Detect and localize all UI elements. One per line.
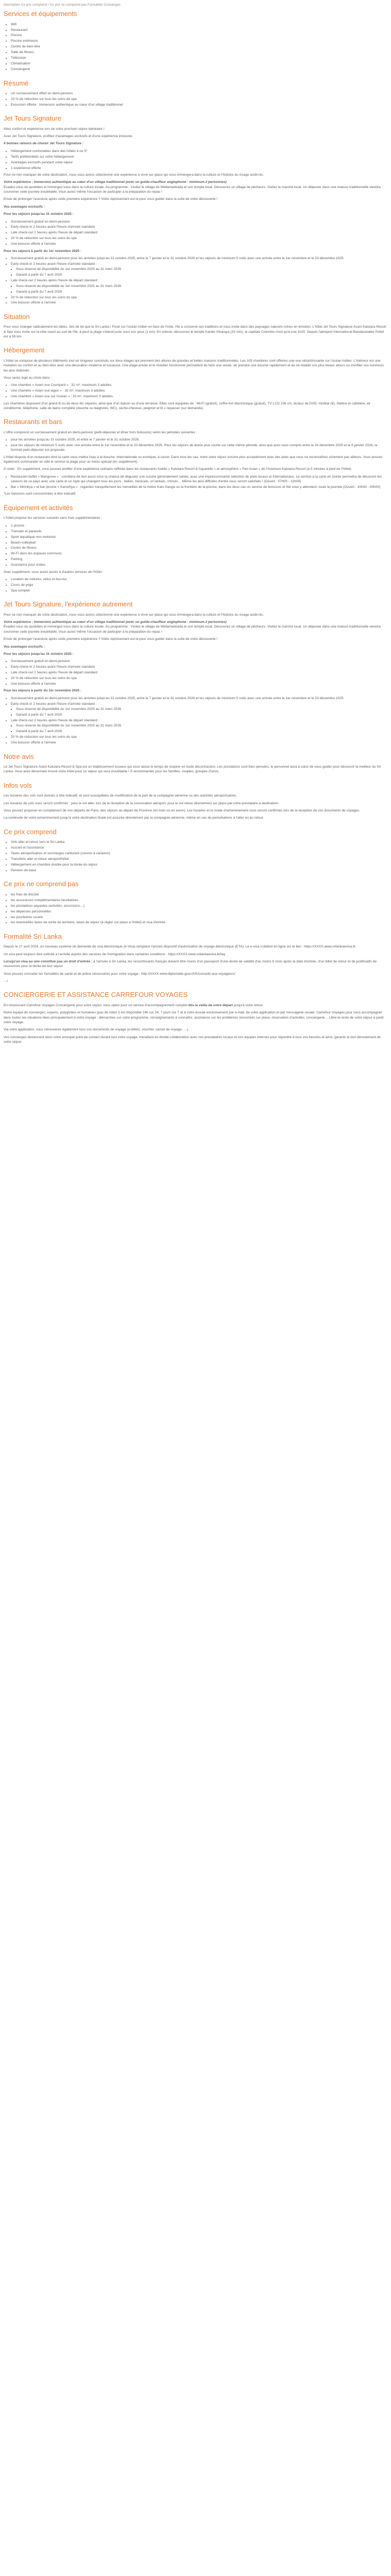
- restaurants-text: L'hôtel dispose d'un restaurant dont la carte vous mettra l'eau à la bouche. Internationale ou exotique, à savoir. Dans tous les cas, notre votre séjour sincère plus acceptément avec des plats que vous ne reconnaîtrez sûrement pas ailleurs. Vous pouvez également commander en ville le service la plage pour un menu spécial (en supplément).: [4, 455, 383, 464]
- formalites-text: Depuis le 17 avril 2024, un nouveau système de demande de visa électronique (e-Visa) remplace l'ancien dispositif d'autorisation de voyage électronique (ETA). Le e-visa s'obtient en ligne sur le lien : https://XXXX.www.srilankaevisa.lk: [4, 945, 355, 949]
- period2-list: [4, 696, 387, 745]
- list-item: ▪ Sous réserve de disponibilité du 1er novembre 2025 au 31 mars 2026: [16, 723, 387, 728]
- jet-tours-intro: Allez confort et expérience lors de votre prochain séjour balnéaire !: [4, 127, 105, 131]
- experience-intro: Pour ne rien manquer de votre destination, nous vous avons sélectionné une expérience à vivre sur place qui vous immergera dans la culture et l'histoire du visage andin-tic.: [4, 613, 264, 617]
- list-item: ▪ Garanti à partir du 7 avril 2026: [16, 713, 387, 717]
- list-item-text: Late check-out 2 heures après l'heure de départ standard :: [11, 719, 100, 723]
- jet-tours-title: Jet Tours Signature: [4, 114, 61, 123]
- extend-text: Envie de prolonger l'aventure après cette première expérience ? Votre représentant est là pour vous guider dans la suite de votre découverte !: [4, 197, 218, 201]
- formalites-title: Formalité Sri Lanka: [4, 932, 62, 940]
- list-item: ▪ Sous réserve de disponibilité du 1er novembre 2025 au 31 mars 2026: [16, 267, 387, 272]
- sub-list: [11, 723, 387, 734]
- conciergerie-title: CONCIERGERIE ET ASSISTANCE CARREFOUR VOYAGES: [4, 991, 188, 999]
- breadcrumb[interactable]: Description Ce prix comprend / Ce prix ne comprend pas Formalités Concierges: [4, 3, 121, 7]
- services-list: [4, 22, 387, 72]
- experience-text: Évadez-vous du quotidien et immergez-vous dans la culture locale. Au programme : Visitez le village de Wellamankada et son temple local. Découvrez un village de pêcheurs. Visitez le marché local. Un déjeuner dans une maison traditionnelle viendra couronner cette journée inoubliable. Vous aurez même l'occasion de participer à la préparation du repas !: [4, 625, 381, 634]
- sub-list: [11, 707, 387, 717]
- period1-heading: Pour les séjours jusqu'au 31 octobre 2025 :: [4, 652, 74, 656]
- list-item: • 20 % de réduction sur tous les soins du spa: [11, 295, 387, 300]
- list-item: • les dépenses personnelles: [11, 909, 387, 914]
- list-item: • 20 % de réduction sur tous les soins du spa: [11, 676, 387, 681]
- jet-tours-experience-title: Jet Tours Signature, l'expérience autrement: [4, 600, 133, 608]
- list-item: • Centre de fitness: [11, 546, 387, 550]
- period1-heading: Pour les séjours jusqu'au 31 octobre 2025 :: [4, 212, 74, 216]
- paid-services-intro: Avec supplément, vous aurez accès à d'autres services de l'hôtel :: [4, 570, 104, 574]
- list-item: • Hébergement confortables dans des hôtels 4 ou 5*: [11, 149, 387, 154]
- list-item: • Surclassement gratuit en demi-pension pour les arrivées jusqu'au 31 octobre 2025, entre le 7 janvier et le 31 octobre 2026 et les séjours de minimum 5 nuits avec une arrivée entre le 1er novembre et le 23 décembre 2025.: [11, 256, 387, 261]
- reasons-heading: 4 bonnes raisons de choisir Jet Tours Signature :: [4, 142, 84, 146]
- list-item: • Une boisson offerte à l'arrivée: [11, 242, 387, 246]
- conciergerie-text: Via votre application, vous retrouverez également tous vos documents de voyage (e-billets, voucher, carnet de voyage, …).: [4, 1028, 189, 1032]
- advantages-heading: Vos avantages exclusifs :: [4, 645, 45, 649]
- list-item: • les assurances complémentaires facultatives: [11, 898, 387, 903]
- list-item: • Spa complet: [11, 588, 387, 593]
- list-item: • Late check-out 2 heures après l'heure de départ standard: [11, 230, 387, 235]
- list-item: • Early check-in 2 heures avant l'heure d'arrivée standard: [11, 225, 387, 229]
- rooms-equipment: Les chambres disposent d'un grand lit ou de deux lits séparés, ainsi que d'un balcon ou d'une terrasse. Elles sont équipées de : Wi-Fi (gratuit), coffre-fort électronique (gratuit), TV LCD 106 cm, lecteur de DVD, minibar (€), théière et cafetière, air conditionné, téléphone, salle de bains complète (douche ou baignoire, WC), sèche-cheveux, peignoir et lit « repasser (sur demande).: [4, 401, 371, 410]
- conciergerie-text-a: En choisissant Carrefour Voyages Conciergerie pour votre séjour, vous optez pour un service d'accompagnement complet: [4, 1003, 188, 1007]
- list-item: • pour les séjours de minimum 5 nuits avec une arrivée entre le 1er novembre et le 23 décembre 2025. Pour les séjours de durée plus courte sur cette même période, ainsi que pour ceux compris entre le 24 décembre 2025 et le 6 janvier 2026, la formule petit-déjeuner est proposée.: [11, 443, 387, 453]
- extend-text: Envie de prolonger l'aventure après cette première expérience ? Votre représentant est là pour vous guider dans la suite de votre découverte !: [4, 637, 218, 641]
- formalites-rest: à l'arrivée à Sri Lanka, les ressortissants français doivent être munis d'un passeport d'une durée de validité d'au moins 6 mois après la date d'entrée, d'un billet de retour et de justificatifs de ressources pour la durée de leur séjour.: [4, 960, 377, 969]
- page-content: [0, 0, 391, 1052]
- experience-description: [4, 620, 387, 634]
- period1-list: [4, 219, 387, 247]
- bars-list: [4, 474, 387, 490]
- conciergerie-text: [4, 1003, 387, 1008]
- list-item: • Transferts aller et retour aéroport/hôtel: [11, 857, 387, 861]
- jet-tours-intro-2: Avec Jet Tours Signature, profitez d'avantages exclusifs et d'une expérience inclusive.: [4, 134, 133, 139]
- infos-vols-text: La continuité de votre acheminement jusqu'à votre destination finale est assurée directement par la compagnie aérienne, même en cas de perturbations à l'aller ou au retour.: [4, 816, 264, 820]
- period2-list: [4, 256, 387, 306]
- list-item: • Une boisson offerte à l'arrivée: [11, 740, 387, 745]
- hebergement-title: Hébergement: [4, 346, 44, 354]
- conciergerie-text-c: jusqu'à votre retour.: [233, 1003, 264, 1007]
- notre-avis-text: Le Jet Tours Signature Avani Kalutara Resort & Spa est un établissement luxueux qui vous laisse le temps de respirer en toute décontraction. Les prestations sont bien pensées, le personnel aura à cœur de vous guider pour découvrir la meilleur du Sri Lanka. Vous avez désormais trouvé votre hôtel pour un séjour qui sera inoubliable ! À recommander pour les familles, couples, groupes d'amis.: [4, 765, 381, 774]
- list-item: • Parking: [11, 557, 387, 562]
- list-item: ▪ Sous réserve de disponibilité du 1er novembre 2025 au 31 mars 2026: [16, 707, 387, 711]
- situation-text: Pour vous changer radicalement les idées, rien de tel que le Sri Lanka ! Posé sur l'océan Indien en face de l'Inde, l'île a conservé ses traditions et vous invite dans des paysages naturels riches en émotion. L'hôtel Jet Tours Signature Avani Kalutara Resort & Spa vous invite sur la côte ouest au sud de l'île, à peut la plage s'étend juste sous vos yeux (1 km). En voiture, découvrez le temple Kande Viharaya (20 min), la capitale Colombo n'est qu'à une 1h20. Depuis l'aéroport International Bandaranaike l'hôtel est à 55 km.: [4, 325, 386, 339]
- list-item: • Cours de yoga: [11, 583, 387, 587]
- conciergerie-text: Notre équipe de concierges, experts, polyglottes et humaines (pas de robot !) est disponible 24h sur 24, 7 jours sur 7 et à votre écoute exclusivement par e-mail, de votre application et par messagerie vocale. Carrefour Voyages pour vous accompagner dans toutes les situations liées principalement à votre voyage : démarches sur votre programme, renseignements à connaître, assistance sur les problèmes rencontrés sur place, réservation d'activités, conciergerie… Libre-le reste de votre séjour à partir votre voyage.: [4, 1011, 384, 1024]
- experience-heading: Votre expérience : Immersion authentique au cœur d'un village traditionnel (avec un guide-chauffeur anglophone - minimum 2 personnes): [4, 180, 227, 184]
- included-list: [4, 840, 387, 873]
- list-item: • 20 % de réduction sur tous les soins du spa: [11, 735, 387, 739]
- list-item: • pour les arrivées jusqu'au 31 octobre 2025, et entre le 7 janvier et le 31 octobre 2026.: [11, 437, 387, 442]
- list-item: • Transats et parasols: [11, 529, 387, 534]
- reasons-list: [4, 149, 387, 171]
- formalites-text: Vous pouvez consulter les formalités de santé et de police nécessaires pour votre voyage : http://XXXX.www.diplomatie.gouv.fr/fr/conseils-aux-voyageurs/: [4, 972, 235, 976]
- not-included-list: [4, 892, 387, 925]
- notre-avis-title: Notre avis: [4, 752, 34, 760]
- list-item: • Centre de bien-être: [11, 44, 387, 49]
- list-item: • 1 expérience offerte: [11, 166, 387, 171]
- list-item: • Surclassement gratuit en demi-pension: [11, 219, 387, 224]
- list-item: [11, 262, 387, 278]
- infos-vols-title: Infos vols: [4, 781, 32, 789]
- list-item: • les éventuelles taxes de sortie du territoire, taxes de séjour (à régler sur place à l'hôtel) et visa d'entrée: [11, 920, 387, 925]
- included-title: Ce prix comprend: [4, 827, 57, 836]
- list-item: • Salle de fitness: [11, 50, 387, 55]
- list-item: • Piscine extérieure: [11, 39, 387, 43]
- list-item: • Climatisation: [11, 61, 387, 66]
- list-item: • Bar « Mirinkya » et bar piscine « Kanothya » : regardez tranquillement les merveilles de la rivière Kalu Ganga ou la frontière de la piscine, dans les deux cas un service de boissons et thé vous y attendent, toute la journée (Ouvert : 10h00 - 00h00): [11, 485, 387, 489]
- list-item: • Late check-out 2 heures après l'heure de départ standard: [11, 670, 387, 675]
- list-item: ▪ Garanti à partir du 7 avril 2026: [16, 729, 387, 734]
- not-included-title: Ce prix ne comprend pas: [4, 880, 79, 888]
- list-item: [11, 702, 387, 718]
- formalites-bold: Lorsqu'un visa ou une constitue pas un droit d'entrée :: [4, 960, 93, 963]
- list-item: • 20 % de réduction sur tous les soins du spa: [11, 236, 387, 241]
- list-item: • Restaurant buffet « Mangrove » : comblera de bon aussi vous la chance de déguster une cuisine généralement variée, avec une impressionnante sélection de plats locaux et internationaux. Le service à la carte en soirée permettra de découvrir les saveurs de ce pays avec une carte et un style qui changent tous les jours : italien, mexicain, sri lankais, chinois… Même les plus difficiles d'entre vous seront satisfaits ! (Ouvert : 07h00 - 12h00): [11, 474, 387, 484]
- formalites-text: [4, 959, 387, 969]
- formalites-text: Un visa peut toujours être sollicité à l'arrivée auprès des services de l'immigration dans certaines conditions : https://XXXX.www.srilankaevisa.lk/faq: [4, 952, 225, 956]
- list-item: • les prestations payantes (activités, excursions…): [11, 904, 387, 908]
- list-item: • Wi-Fi dans les espaces communs: [11, 551, 387, 556]
- rooms-list: [4, 383, 387, 399]
- services-title: Services et équipements: [4, 10, 77, 18]
- list-item: ▪ Garanti à partir du 7 avril 2026: [16, 273, 387, 277]
- list-item: • Sport aquatique non-motorisé: [11, 535, 387, 539]
- conciergerie-text-b: dès la veille de votre départ: [188, 1003, 233, 1007]
- halfboard-list: [4, 437, 387, 453]
- list-item: • Hébergement en chambre double pour la durée du séjour: [11, 862, 387, 867]
- experience-intro: Pour ne rien manquer de votre destination, nous vous avons sélectionné une expérience à vivre sur place qui vous immergera dans la culture et l'histoire du visage andin-tic.: [4, 173, 264, 177]
- list-item: • les frais de dossier: [11, 892, 387, 897]
- list-item: • Une chambre « Avani vue sur l'océan » : 32 m², maximum 3 adultes.: [11, 394, 387, 399]
- list-item: • Surclassement gratuit en demi-pension: [11, 659, 387, 664]
- list-item: • Pension de base: [11, 868, 387, 873]
- hebergement-choice: Vous serez logé au choix dans :: [4, 376, 52, 380]
- list-item: [11, 278, 387, 294]
- list-item: • Tarifs préférentiels sur votre hébergement: [11, 155, 387, 159]
- list-item-text: Late check-out 2 heures après l'heure de départ standard :: [11, 279, 100, 283]
- advantages-heading: Vos avantages exclusifs :: [4, 205, 45, 209]
- list-item: • Restaurant: [11, 28, 387, 32]
- list-item: • Excursion offerte : Immersion authentique au cœur d'un village traditionnel: [11, 103, 387, 107]
- list-item: • Avantages exclusifs pendant votre séjour: [11, 160, 387, 165]
- list-item: [11, 718, 387, 734]
- list-item: • les pourboires usuels: [11, 915, 387, 920]
- list-item: ▪ Garanti à partir du 7 avril 2026: [16, 290, 387, 294]
- list-item: • Accueil et l'assistance: [11, 845, 387, 850]
- period1-list: [4, 659, 387, 686]
- list-item: • Télévision: [11, 56, 387, 60]
- list-item: • Early check-in 2 heures avant l'heure d'arrivée standard: [11, 665, 387, 669]
- paid-services-list: [4, 577, 387, 593]
- list-item: • Location de voitures, vélos et bus-tuc: [11, 577, 387, 582]
- hebergement-text: L'hôtel se compose de plusieurs bâtiments tout en longueur construits sur deux étages qui prennent des allures de grandes et belles maisons traditionnelles. Les 105 chambres sont offertes une vue rafraîchissante sur l'océan Indien. L'intérieur est une invitation au confort et au bien-être avec une décoration moderne et luxueuse. Une plage privée et le mobilier fonctionnel permettent de faire une sieste, de prendre une douche rapidement et de ne rétablir vos plus beaux atours ou d'enfiler vos honneurs les plus élaborés.: [4, 359, 384, 372]
- restaurants-footnote: *Les boissons sont consommées à titre indicatif.: [4, 492, 76, 496]
- formalites-text: …/: [4, 979, 8, 984]
- resume-title: Résumé: [4, 79, 29, 87]
- list-item: • Surclassement gratuit en demi-pension pour les arrivées jusqu'au 31 octobre 2025, entre le 7 janvier et le 31 octobre 2026 et les séjours de minimum 5 nuits avec une arrivée entre le 1er novembre et le 23 décembre 2025.: [11, 696, 387, 701]
- list-item-text: Early check-in 2 heures avant l'heure d'arrivée standard :: [11, 702, 97, 706]
- experience-text: Évadez-vous du quotidien et immergez-vous dans la culture locale. Au programme : Visitez le village de Wellamankada et son temple local. Découvrez un village de pêcheurs. Visitez le marché local. Un déjeuner dans une maison traditionnelle viendra couronner cette journée inoubliable. Vous aurez même l'occasion de participer à la préparation du repas !: [4, 185, 381, 194]
- sub-list: [11, 284, 387, 294]
- list-item: • Une chambre « Avani vue Courtyard » : 32 m², maximum 3 adultes.: [11, 383, 387, 387]
- infos-vols-text: Vous pouvez proposer en complément de nos départs de Paris, des séjours au départ de Province (en train ou en avion). Les horaires et le mode d'acheminement vous seront confirmés lors de la réception de vos documents de voyages.: [4, 808, 361, 812]
- list-item: • Un surclassement offert en demi-pension: [11, 91, 387, 96]
- sub-list: [11, 267, 387, 277]
- list-item: • 1 piscine: [11, 523, 387, 528]
- list-item: • Assistance pour visites: [11, 563, 387, 567]
- restaurants-title: Restaurants et bars: [4, 418, 62, 426]
- experience-heading: Votre expérience : Immersion authentique au cœur d'un village traditionnel (avec un guide-chauffeur anglophone - minimum 2 personnes): [4, 620, 227, 624]
- list-item: • Wifi: [11, 22, 387, 27]
- list-item: • Piscine: [11, 33, 387, 38]
- list-item: • Taxes aéroportuaires et surcharges carburant (soumis à variation): [11, 851, 387, 856]
- equipements-intro: L'hôtel propose les services suivants sans frais supplémentaires :: [4, 516, 103, 520]
- situation-title: Situation: [4, 312, 30, 320]
- period2-heading: Pour les séjours à partir du 1er novembre 2025 :: [4, 249, 82, 253]
- free-services-list: [4, 523, 387, 568]
- equipements-title: Équipement et activités: [4, 503, 73, 512]
- infos-vols-text: Les horaires de vols vous seront confirmés : pour le vol aller, lors de la réception de la convocation aéroport, pour le vol retour directement sur place par votre prestataire à destination.: [4, 801, 280, 805]
- list-item: • Conciergerie: [11, 67, 387, 72]
- restaurants-intro: L'offre comprend un surclassement gratuit en demi-pension (petit-déjeuner et dîner hors boissons) selon les périodes suivantes :: [4, 430, 197, 434]
- list-item: • Une chambre « Avani vue lagon » : 32 m², maximum 3 adultes.: [11, 388, 387, 393]
- list-item: • Beach-volleyball: [11, 540, 387, 545]
- list-item: • Une boisson offerte à l'arrivée: [11, 682, 387, 686]
- list-item: • 20 % de réduction sur tous les soins de spa: [11, 97, 387, 101]
- restaurants-note: À noter : En supplément, vous pouvez profiter d'une expérience culinaire raffinée dans les restaurants Kalido « Kalutara Resort & Aquarelle » et atmosphère « Pan Asian » de l'Aventure Kalutara Resort (à 5 minutes à pied de l'hôtel).: [4, 467, 352, 471]
- resume-list: [4, 91, 387, 107]
- list-item: • Une boisson offerte à l'arrivée: [11, 300, 387, 305]
- list-item-text: Early check-in 2 heures avant l'heure d'arrivée standard :: [11, 262, 97, 266]
- list-item: • Vols aller et retour vers le Sri Lanka: [11, 840, 387, 844]
- list-item: ▪ Sous réserve de disponibilité du 1er novembre 2025 au 31 mars 2026: [16, 284, 387, 289]
- experience-description: [4, 180, 387, 194]
- period2-heading: Pour les séjours à partir du 1er novembre 2025 :: [4, 689, 82, 693]
- infos-vols-text: Les horaires des vols sont donnés à titre indicatif, et sont susceptibles de modification de la part de la compagnie aérienne ou des autorités aéroportuaires.: [4, 794, 237, 798]
- conciergerie-text: Vos concierges deviennent alors votre principal point de contact durant tout votre voyage, travaillant en étroite collaboration avec nos prestataires locaux et nos équipes internes pour répondre à tous vos besoins et ainsi, garantir le bon déroulement de votre séjour.: [4, 1035, 381, 1044]
